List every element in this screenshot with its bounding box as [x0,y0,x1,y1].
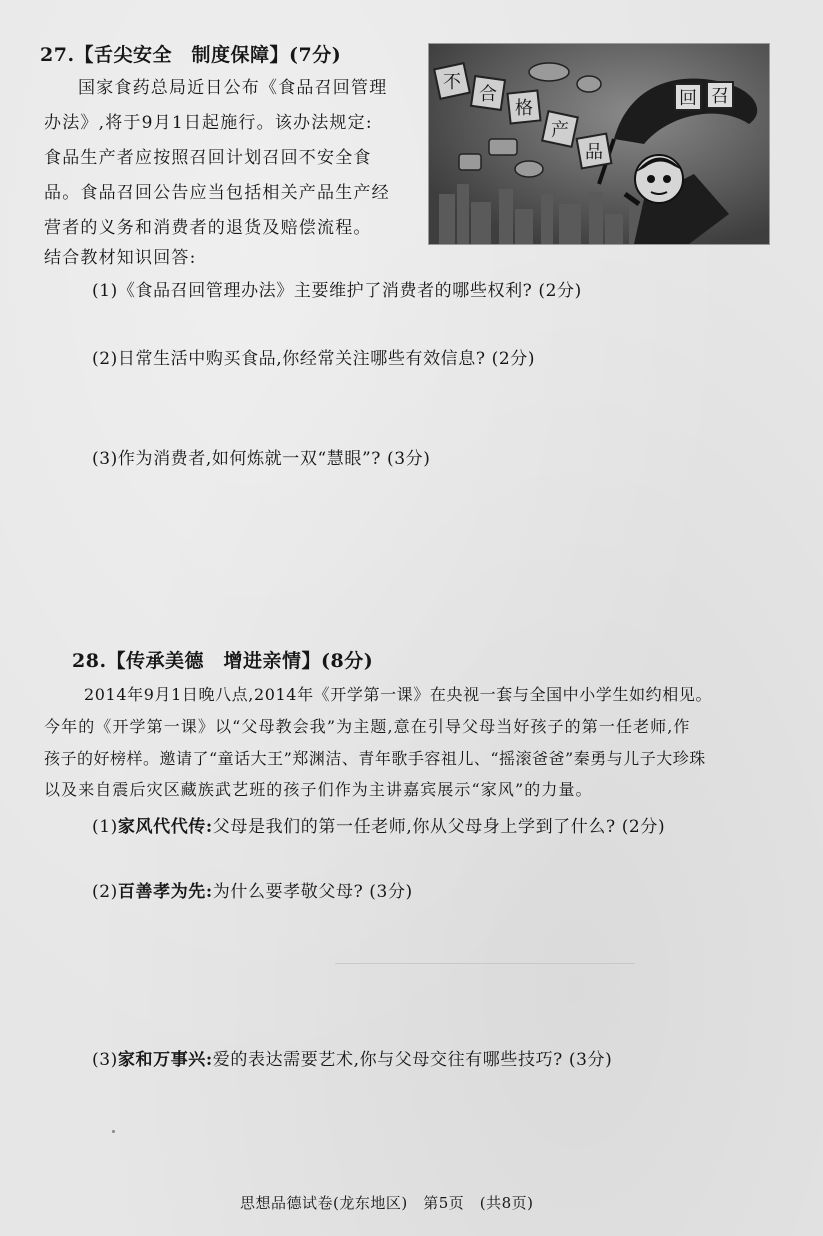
q27-header: 27.【舌尖安全 制度保障】(7分) [40,44,342,66]
q27-para-line: 食品生产者应按照召回计划召回不安全食 [44,148,372,168]
q28-para-line: 孩子的好榜样。邀请了“童话大王”郑渊洁、青年歌手容祖儿、“摇滚爸爸”秦勇与儿子大珍珠 [44,749,706,768]
sub-text: 爱的表达需要艺术,你与父母交往有哪些技巧? (3分) [212,1050,613,1070]
q28-sub-question [92,812,665,837]
q28-sub-question [92,1045,612,1070]
sign-char: 不 [443,72,461,93]
faint-divider [335,963,635,964]
q28-para-line: 以及来自震后灾区藏族武艺班的孩子们作为主讲嘉宾展示“家风”的力量。 [44,780,593,799]
sign-char: 格 [515,98,533,119]
q28-para-line: 2014年9月1日晚八点,2014年《开学第一课》在央视一套与全国中小学生如约相见。 [84,685,713,704]
sign-char: 品 [585,142,603,163]
q28-para-line: 今年的《开学第一课》以“父母教会我”为主题,意在引导父母当好孩子的第一任老师,作 [44,717,691,736]
sub-text: 父母是我们的第一任老师,你从父母身上学到了什么? (2分) [212,817,666,837]
flag-char: 召 [711,86,729,107]
sub-title: 百善孝为先: [117,882,213,902]
sub-title: 家风代代传: [117,817,213,837]
q27-para-line: 品。食品召回公告应当包括相关产品生产经 [44,183,390,203]
sign-char: 合 [479,84,497,105]
page-footer: 思想品德试卷(龙东地区) 第5页 (共8页) [240,1194,534,1212]
sub-number: (3) [92,1050,118,1070]
q27-para-line: 办法》,将于9月1日起施行。该办法规定: [44,113,373,133]
scan-speck [112,1130,115,1133]
food-recall-illustration [428,43,770,245]
q27-sub-question: (3)作为消费者,如何炼就一双“慧眼”? (3分) [92,449,431,469]
q27-sub-question: (1)《食品召回管理办法》主要维护了消费者的哪些权利? (2分) [92,281,582,301]
sub-number: (2) [92,882,118,902]
sub-number: (1) [92,817,118,837]
flag-char: 回 [679,88,697,109]
q28-sub-question [92,877,413,902]
q27-para-line: 国家食药总局近日公布《食品召回管理 [78,78,388,98]
sub-title: 家和万事兴: [117,1050,213,1070]
sub-text: 为什么要孝敬父母? (3分) [212,882,413,902]
q27-sub-question: (2)日常生活中购买食品,你经常关注哪些有效信息? (2分) [92,349,536,369]
q27-prompt: 结合教材知识回答: [44,248,197,268]
q28-header: 28.【传承美德 增进亲情】(8分) [72,650,374,672]
sign-char: 产 [551,120,569,141]
q27-para-line: 营者的义务和消费者的退货及赔偿流程。 [44,218,372,238]
